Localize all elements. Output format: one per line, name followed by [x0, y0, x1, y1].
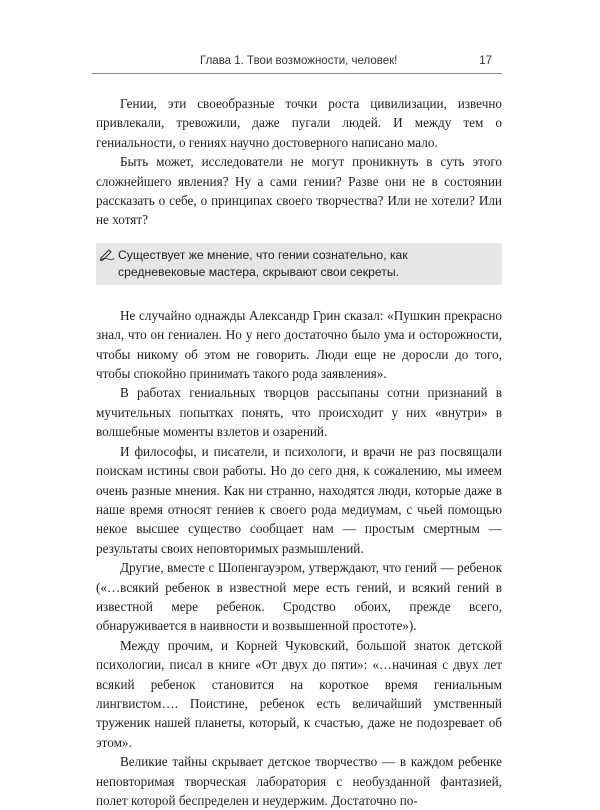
paragraph: Великие тайны скрывает детское творчество — в каждом ребенке неповторимая творческая лаборатория с необузданной фантазией, полет которой беспределен и неудержим. Достаточно по-: [96, 754, 502, 808]
callout-note: [96, 243, 502, 285]
paragraph: Быть может, исследователи не могут проникнуть в суть этого сложнейшего явления? Ну а сами гении? Разве они не в состоянии рассказать о себе, о принципах своего творчества? Или не хотели? Или не хотят?: [96, 154, 502, 228]
paragraph: Между прочим, и Корней Чуковский, большой знаток детской психологии, писал в книге «От двух до пяти»: «…начиная с двух лет всякий ребенок становится на короткое время гениальным лингвистом…. Поистине, ребенок есть величайший умственный труженик нашей планеты, который, к счастью, даже не подозревает об этом».: [96, 637, 502, 750]
page-body: [96, 94, 502, 810]
paragraph: В работах гениальных творцов рассыпаны сотни признаний в мучительных попытках понять, что происходит у них «внутри» в волшебные моменты взлетов и озарений.: [96, 385, 502, 440]
callout-text: Существует же мнение, что гении сознательно, как средневековые мастера, скрывают свои секреты.: [118, 247, 408, 279]
running-header: [92, 51, 502, 74]
chapter-title: Глава 1. Твои возможности, человек!: [200, 55, 398, 67]
page-number: 17: [479, 55, 492, 67]
paragraph: И философы, и писатели, и психологи, и врачи не раз посвящали поискам истины свои работы. Но до сего дня, к сожалению, мы имеем очень разные мнения. Как ни странно, находятся люди, которые даже в наше время относят гениев к своего рода медиумам, с чьей помощью некое высшее существо сообщает нам — простым смертным — результаты своих неповторимых размышлений.: [96, 443, 502, 556]
paragraph: Гении, эти своеобразные точки роста цивилизации, извечно привлекали, тревожили, даже пугали людей. И между тем о гениальности, о гениях научно достоверного написано мало.: [96, 96, 502, 150]
paragraph: Другие, вместе с Шопенгауэром, утверждают, что гений — ребенок («…всякий ребенок в известной мере есть гений, и всякий гений в известной мере ребенок. Сродство обоих, прежде всего, обнаруживается в наивности и возвышенной простоте»).: [96, 560, 502, 634]
paragraph: Не случайно однажды Александр Грин сказал: «Пушкин прекрасно знал, что он гениален. Но у него достаточно было ума и осторожности, чтобы никому об этом не говорить. Люди еще не доросли до того, чтобы спокойно принимать такого рода заявления».: [96, 307, 502, 382]
pen-icon: [99, 247, 115, 261]
